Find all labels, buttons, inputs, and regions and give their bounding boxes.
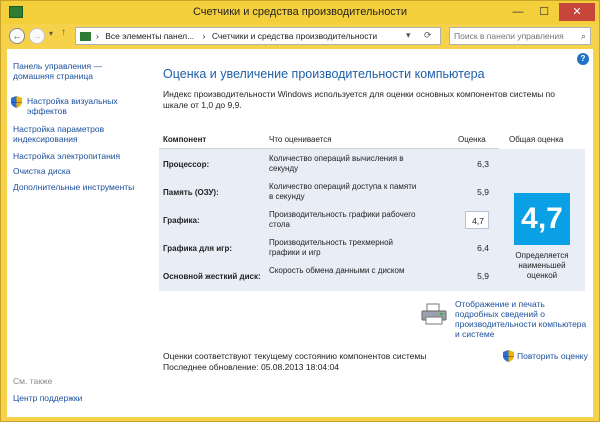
address-dropdown-icon[interactable]: ▾ [406,30,411,40]
overall-score-caption: Определяется наименьшей оценкой [515,251,569,280]
component-name: Основной жесткий диск: [163,272,261,281]
title-bar[interactable] [1,1,599,24]
overall-score-badge: 4,7 [514,193,570,245]
column-header-score: Оценка [458,135,486,144]
uac-shield-icon [503,350,514,362]
status-text [163,351,426,373]
help-icon[interactable]: ? [577,53,589,65]
back-button[interactable]: ← [9,28,25,44]
lowest-component-score: 4,7 [465,211,489,229]
component-name: Графика для игр: [163,244,233,253]
sidebar-indexing-options[interactable]: Настройка параметров индексирования [13,124,105,144]
close-button[interactable]: ✕ [559,3,595,21]
address-bar[interactable] [75,27,441,45]
table-row [159,263,499,291]
component-description: Количество операций доступа к памяти в секунду [269,182,417,201]
breadcrumb-separator[interactable]: › [202,31,206,41]
component-description: Скорость обмена данными с диском [269,266,405,275]
component-description: Количество операций вычисления в секунду [269,154,404,173]
see-also-heading: См. также [13,376,53,386]
breadcrumb-separator: › [96,31,99,41]
component-name: Графика: [163,216,200,225]
recent-locations-dropdown[interactable]: ▾ [49,29,54,38]
sidebar-power-options[interactable]: Настройка электропитания [13,151,121,161]
uac-shield-icon [11,96,22,108]
header-divider [159,148,499,149]
page-description: Индекс производительности Windows используется для оценки основных компонентов системы по шкале от 1,0 до 9,9. [163,89,555,110]
search-box[interactable] [449,27,591,45]
column-header-what: Что оценивается [269,135,332,144]
table-row [159,179,499,207]
component-name: Процессор: [163,160,210,169]
search-icon[interactable]: ⌕ [580,31,586,41]
search-input[interactable] [454,30,572,42]
component-score: 6,3 [477,159,489,169]
window-title: Счетчики и средства производительности [192,6,407,18]
column-header-component: Компонент [163,135,207,144]
printer-icon [421,303,447,325]
table-row [159,207,499,235]
column-header-overall: Общая оценка [509,135,564,144]
component-score: 6,4 [477,243,489,253]
sidebar-advanced-tools[interactable]: Дополнительные инструменты [13,182,135,192]
main-panel [159,49,589,417]
rerun-assessment-label[interactable]: Повторить оценку [517,351,588,361]
control-panel-icon [80,32,91,41]
sidebar-control-panel-home[interactable]: Панель управления — домашняя страница [13,61,102,81]
component-name: Память (ОЗУ): [163,188,219,197]
minimize-button[interactable]: — [512,6,524,18]
page-title: Оценка и увеличение производительности компьютера [163,67,485,81]
sidebar [7,49,147,417]
forward-button[interactable]: → [29,28,45,44]
refresh-icon[interactable]: ⟳ [424,30,432,40]
sidebar-visual-effects[interactable]: Настройка визуальных эффектов [27,96,118,116]
table-row [159,151,499,179]
component-score: 5,9 [477,187,489,197]
print-details-link[interactable]: Отображение и печать подробных сведений о производительности компьютера и системе [455,299,587,339]
table-row [159,235,499,263]
navigation-bar [7,25,593,47]
component-description: Производительность графики рабочего стола [269,210,416,229]
component-score: 5,9 [477,271,489,281]
score-table [159,129,585,291]
breadcrumb [96,31,377,41]
sidebar-action-center[interactable]: Центр поддержки [13,393,83,403]
breadcrumb-performance[interactable]: Счетчики и средства производительности [211,31,378,41]
sidebar-disk-cleanup[interactable]: Очистка диска [13,166,71,176]
breadcrumb-all-items[interactable]: Все элементы панел... [105,31,195,41]
status-line-current: Оценки соответствуют текущему состоянию компонентов системы [163,351,427,361]
status-line-last-update: Последнее обновление: 05.08.2013 18:04:04 [163,362,339,372]
maximize-button[interactable]: ☐ [539,6,549,18]
rerun-assessment-button[interactable] [503,351,588,361]
content-area [7,49,593,417]
component-description: Производительность трехмерной графики и игр [269,238,393,257]
up-button[interactable]: ↑ [61,27,66,38]
